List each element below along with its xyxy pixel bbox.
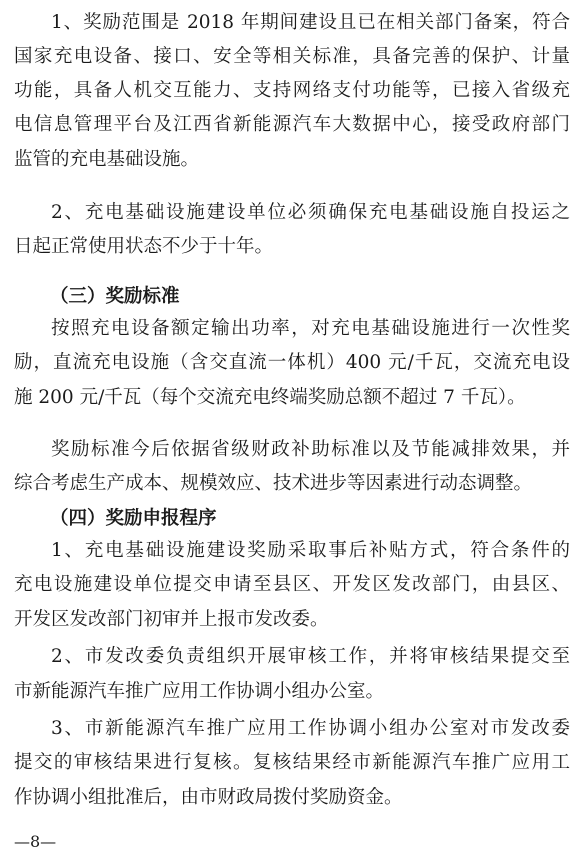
paragraph-line: 1、奖励范围是 2018 年期间建设且已在相关部门备案，符合 bbox=[51, 12, 570, 33]
paragraph-line: 综合考虑生产成本、规模效应、技术进步等因素进行动态调整。 bbox=[14, 473, 533, 494]
section-heading: （三）奖励标准 bbox=[50, 286, 180, 307]
paragraph-line: 3、市新能源汽车推广应用工作协调小组办公室对市发改委 bbox=[51, 718, 570, 739]
page-number: —8— bbox=[14, 832, 57, 851]
paragraph-line: 1、充电基础设施建设奖励采取事后补贴方式，符合条件的 bbox=[51, 540, 570, 561]
paragraph-line: 奖励标准今后依据省级财政补助标准以及节能减排效果，并 bbox=[51, 439, 570, 460]
paragraph-line: 作协调小组批准后，由市财政局拨付奖励资金。 bbox=[14, 787, 403, 808]
paragraph-line: 国家充电设备、接口、安全等相关标准，具备完善的保护、计量 bbox=[14, 46, 570, 67]
paragraph-line: 励，直流充电设施（含交直流一体机）400 元/千瓦，交流充电设 bbox=[14, 352, 570, 373]
paragraph-line: 施 200 元/千瓦（每个交流充电终端奖励总额不超过 7 千瓦）。 bbox=[14, 387, 526, 408]
paragraph-line: 充电设施建设单位提交申请至县区、开发区发改部门，由县区、 bbox=[14, 574, 570, 595]
paragraph-line: 2、充电基础设施建设单位必须确保充电基础设施自投运之 bbox=[51, 202, 570, 223]
paragraph-line: 市新能源汽车推广应用工作协调小组办公室。 bbox=[14, 681, 385, 702]
section-heading: （四）奖励申报程序 bbox=[50, 508, 217, 529]
paragraph-line: 电信息管理平台及江西省新能源汽车大数据中心，接受政府部门 bbox=[14, 114, 570, 135]
paragraph-line: 开发区发改部门初审并上报市发改委。 bbox=[14, 609, 329, 630]
paragraph-line: 功能，具备人机交互能力、支持网络支付功能等，已接入省级充 bbox=[14, 80, 570, 101]
paragraph-line: 2、市发改委负责组织开展审核工作，并将审核结果提交至 bbox=[51, 646, 570, 667]
paragraph-line: 按照充电设备额定输出功率，对充电基础设施进行一次性奖 bbox=[51, 318, 570, 339]
paragraph-line: 提交的审核结果进行复核。复核结果经市新能源汽车推广应用工 bbox=[14, 752, 570, 773]
paragraph-line: 监管的充电基础设施。 bbox=[14, 149, 200, 170]
paragraph-line: 日起正常使用状态不少于十年。 bbox=[14, 236, 274, 257]
